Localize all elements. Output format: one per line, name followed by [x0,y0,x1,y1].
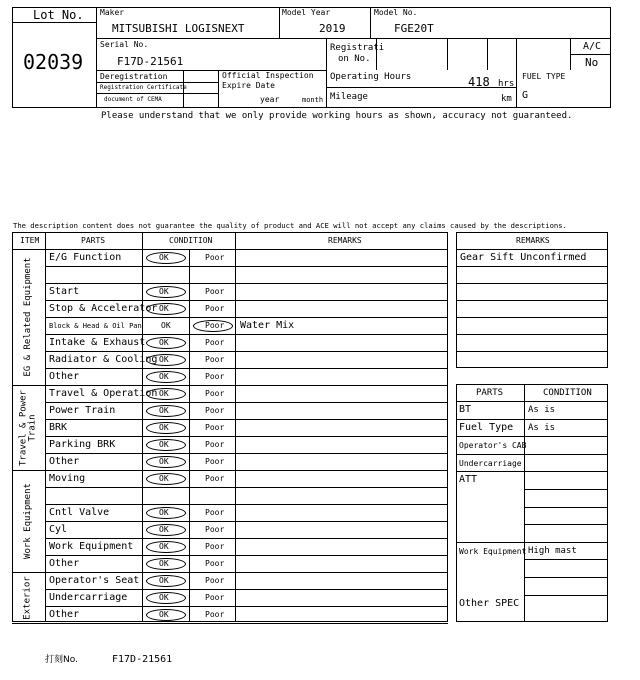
ok-option[interactable]: OK [159,525,169,534]
deregistration-label: Deregistration [100,72,168,81]
ok-selected-marker [146,286,186,298]
serial-label: Serial No. [100,40,149,49]
poor-option[interactable]: Poor [205,474,225,483]
row-part-label: Undercarriage [49,592,128,603]
ok-selected-marker [146,558,186,570]
ok-selected-marker [146,371,186,383]
row-remark: Water Mix [240,320,295,331]
hrs-label: hrs [498,79,515,89]
model-year-value: 2019 [319,22,346,35]
reg-cert-label: Registration Certificate [100,84,187,91]
serial-value: F17D-21561 [117,55,184,68]
ok-option[interactable]: OK [159,559,169,568]
poor-option[interactable]: Poor [205,253,225,262]
poor-option[interactable]: Poor [205,525,225,534]
row-part-label: Parking BRK [49,439,116,450]
maker-label: Maker [100,8,125,17]
poor-option[interactable]: Poor [205,355,225,364]
poor-option[interactable]: Poor [205,287,225,296]
poor-option[interactable]: Poor [205,508,225,517]
poor-option[interactable]: Poor [205,559,225,568]
row-part-label: Stop & Accelerator [49,303,158,314]
poor-option[interactable]: Poor [205,389,225,398]
poor-option[interactable]: Poor [205,304,225,313]
ok-selected-marker [146,303,186,315]
col-header-remarks: REMARKS [328,236,362,245]
ok-selected-marker [146,405,186,417]
model-no-value: FGE20T [394,22,434,35]
expire-date-label: Expire Date [222,81,275,90]
poor-option[interactable]: Poor [205,406,225,415]
row-part-label: Other [49,456,80,467]
lot-label: Lot No. [33,8,84,22]
poor-option[interactable]: Poor [205,610,225,619]
group-label: EG & Related Equipment [22,257,33,377]
ok-option[interactable]: OK [159,406,169,415]
ok-option[interactable]: OK [159,474,169,483]
lot-number: 02039 [23,50,84,74]
poor-option[interactable]: Poor [205,423,225,432]
ok-option[interactable]: OK [159,610,169,619]
registration-label-2: on No. [338,54,371,64]
ok-selected-marker [146,439,186,451]
ok-selected-marker [146,541,186,553]
parts-row-label: ATT [459,474,478,486]
row-part-label: BRK [49,422,68,433]
row-part-label: Operator's Seat [49,575,140,586]
parts-header: PARTS [476,388,504,398]
parts-row-condition: As is [528,422,556,433]
parts-table [456,384,608,622]
model-no-label: Model No. [374,8,418,17]
col-header-parts: PARTS [81,236,106,245]
row-part-label: Work Equipment [49,541,134,552]
operating-hours-value: 418 [468,75,490,89]
operating-hours-label: Operating Hours [330,72,412,82]
poor-option[interactable]: Poor [205,338,225,347]
ok-selected-marker [146,592,186,604]
ac-value: No [585,56,599,69]
ok-option[interactable]: OK [159,440,169,449]
remark-line: Gear Sift Unconfirmed [460,252,587,263]
row-part-label: E/G Function [49,252,122,263]
cema-label: document of CEMA [104,96,162,103]
row-part-label: Cyl [49,524,68,535]
row-part-label: Block & Head & Oil Pan [49,322,142,330]
row-part-label: Other [49,558,80,569]
hours-notice: Please understand that we only provide working hours as shown, accuracy not guaranteed. [101,111,573,121]
ok-selected-marker [146,609,186,621]
parts-row-label: Fuel Type [459,421,514,433]
row-part-label: Intake & Exhaust [49,337,146,348]
ok-selected-marker [146,575,186,587]
parts-row-condition: As is [528,405,556,415]
ok-selected-marker [146,354,186,366]
month-label: month [302,96,324,104]
ok-option[interactable]: OK [159,423,169,432]
parts-row-label: Work Equipment [459,546,527,556]
ok-option[interactable]: OK [159,355,169,364]
parts-row-label: Operator's CAB [459,441,527,451]
poor-option[interactable]: Poor [205,576,225,585]
parts-row-label: BT [459,404,472,415]
parts-row-label: Undercarriage [459,458,522,468]
poor-option[interactable]: Poor [205,321,225,330]
year-label: year [260,95,280,104]
ok-option[interactable]: OK [161,321,171,330]
ok-option[interactable]: OK [159,389,169,398]
ok-selected-marker [146,456,186,468]
registration-label: Registrati [330,43,385,53]
ok-option[interactable]: OK [159,372,169,381]
row-part-label: Travel & Operation [49,388,158,399]
parts-row-label: Other SPEC [459,597,520,609]
row-part-label: Other [49,371,80,382]
row-part-label: Radiator & Cooling [49,354,158,365]
group-label: Exterior [22,575,33,620]
ok-option[interactable]: OK [159,593,169,602]
remarks-header: REMARKS [516,236,550,245]
row-part-label: Power Train [49,405,116,416]
ok-selected-marker [146,252,186,264]
maker-value: MITSUBISHI LOGISNEXT [112,22,245,35]
poor-selected-marker [193,320,233,332]
stamp-label: 打刻No. [45,655,78,665]
ok-option[interactable]: OK [159,253,169,262]
ok-option[interactable]: OK [159,508,169,517]
ok-selected-marker [146,337,186,349]
disclaimer: The description content does not guarantee the quality of product and ACE will not accept any claims caused by the descriptions. [13,221,567,230]
ok-option[interactable]: OK [159,576,169,585]
ok-selected-marker [146,473,186,485]
group-label: Work Equipment [22,483,33,559]
ok-selected-marker [146,422,186,434]
row-part-label: Other [49,609,80,620]
col-header-item: ITEM [20,236,40,245]
mileage-label: Mileage [330,92,368,102]
km-label: km [501,94,512,104]
row-part-label: Cntl Valve [49,507,110,518]
ok-option[interactable]: OK [159,457,169,466]
poor-option[interactable]: Poor [205,593,225,602]
parts-row-condition: High mast [528,545,577,556]
poor-option[interactable]: Poor [205,457,225,466]
ac-label: A/C [583,41,602,52]
condition-header: CONDITION [543,388,592,398]
fuel-type-value: G [522,90,529,101]
poor-option[interactable]: Poor [205,372,225,381]
col-header-condition: CONDITION [169,236,213,245]
row-part-label: Start [49,286,80,297]
ok-selected-marker [146,388,186,400]
ok-selected-marker [146,524,186,536]
poor-option[interactable]: Poor [205,440,225,449]
official-inspection-label: Official Inspection [222,71,314,80]
group-label: Travel & Power Train [18,389,38,466]
ok-option[interactable]: OK [159,304,169,313]
stamp-value: F17D-21561 [112,654,173,665]
ok-option[interactable]: OK [159,338,169,347]
fuel-type-label: FUEL TYPE [522,72,566,81]
ok-selected-marker [146,507,186,519]
model-year-label: Model Year [282,8,331,17]
poor-option[interactable]: Poor [205,542,225,551]
ok-option[interactable]: OK [159,287,169,296]
row-part-label: Moving [49,473,86,484]
ok-option[interactable]: OK [159,542,169,551]
